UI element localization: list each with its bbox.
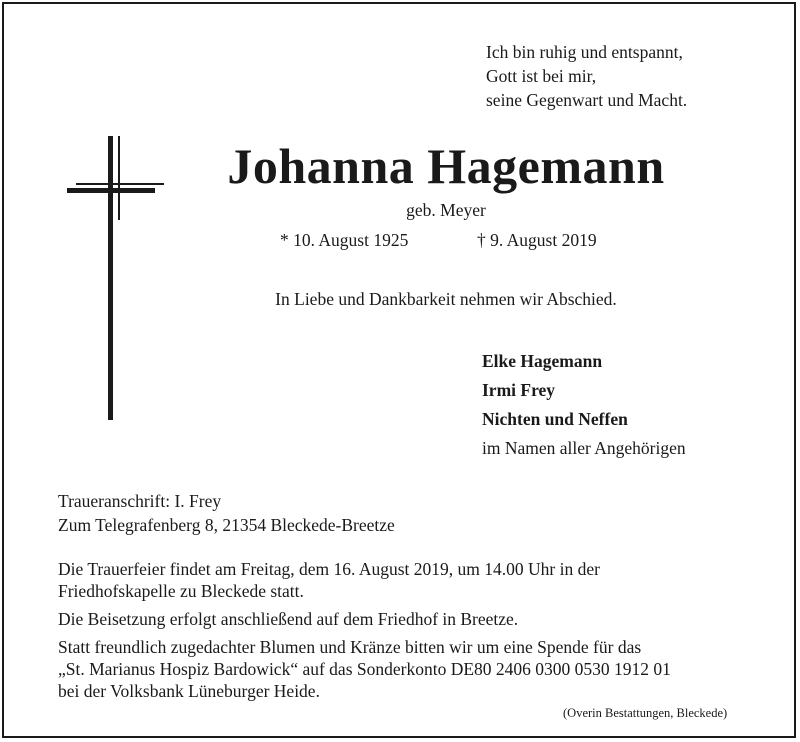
donation-line: „St. Marianus Hospiz Bardowick“ auf das Sonderkonto DE80 2406 0300 0530 1912 01 bbox=[58, 659, 671, 679]
address-line: Zum Telegrafenberg 8, 21354 Bleckede-Breetze bbox=[58, 515, 395, 535]
verse-line: seine Gegenwart und Macht. bbox=[486, 90, 688, 110]
ceremony-line: Die Trauerfeier findet am Freitag, dem 16. August 2019, um 14.00 Uhr in der bbox=[58, 559, 600, 579]
death-date: † 9. August 2019 bbox=[477, 230, 597, 250]
mourner-name: Nichten und Neffen bbox=[482, 409, 628, 429]
mourners-on-behalf: im Namen aller Angehörigen bbox=[482, 438, 686, 458]
verse-line: Ich bin ruhig und entspannt, bbox=[486, 42, 683, 62]
mourner-name: Irmi Frey bbox=[482, 380, 556, 400]
deceased-name: Johanna Hagemann bbox=[227, 138, 665, 194]
donation-info bbox=[58, 636, 671, 702]
birth-date: * 10. August 1925 bbox=[280, 230, 409, 250]
mourners-list bbox=[482, 347, 686, 463]
donation-line: bei der Volksbank Lüneburger Heide. bbox=[58, 681, 320, 701]
mourner-name: Elke Hagemann bbox=[482, 351, 603, 371]
obituary-notice bbox=[2, 2, 796, 738]
ceremony-info bbox=[58, 558, 671, 602]
verse-line: Gott ist bei mir, bbox=[486, 66, 597, 86]
verse-quote bbox=[486, 40, 687, 112]
donation-line: Statt freundlich zugedachter Blumen und Kränze bitten wir um eine Spende für das bbox=[58, 637, 642, 657]
address-line: Traueranschrift: I. Frey bbox=[58, 491, 222, 511]
funeral-home-credit: (Overin Bestattungen, Bleckede) bbox=[563, 706, 728, 720]
service-details bbox=[58, 558, 671, 708]
burial-info: Die Beisetzung erfolgt anschließend auf dem Friedhof in Breetze. bbox=[58, 609, 519, 629]
maiden-name: geb. Meyer bbox=[406, 200, 486, 220]
mourning-address bbox=[58, 489, 395, 537]
ceremony-line: Friedhofskapelle zu Bleckede statt. bbox=[58, 581, 304, 601]
farewell-text: In Liebe und Dankbarkeit nehmen wir Abschied. bbox=[275, 289, 617, 309]
